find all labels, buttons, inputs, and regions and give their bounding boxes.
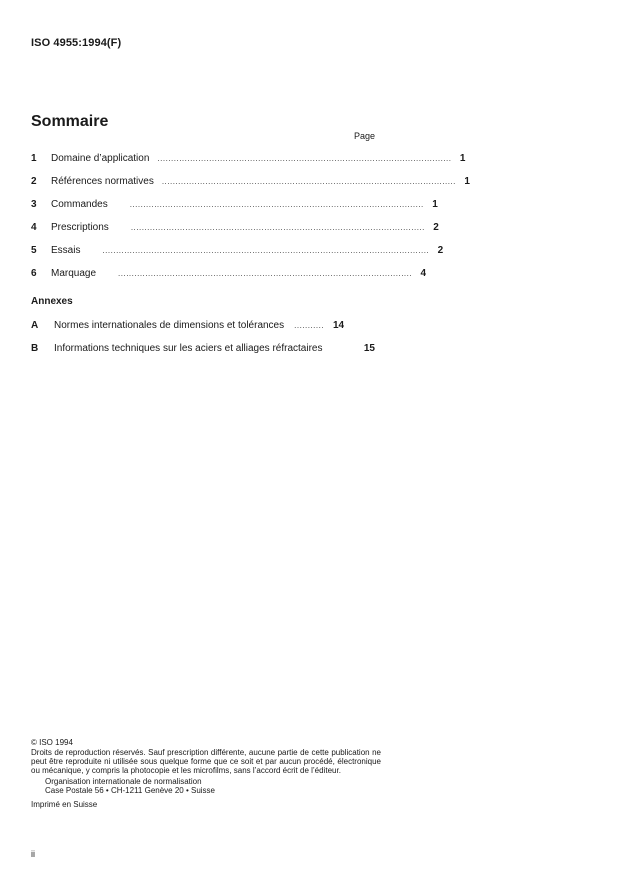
toc-entry-page: 2 — [437, 245, 444, 256]
toc-annex-page: 15 — [363, 343, 375, 354]
organization-name: Organisation internationale de normalisation — [45, 776, 202, 786]
dot-leader: ............................................................................................................ — [161, 177, 456, 186]
dot-leader: ........................................................................................................................ — [102, 246, 430, 255]
toc-annex-title: Informations techniques sur les aciers et alliages réfractaires — [54, 343, 323, 354]
toc-entry-number: 5 — [31, 245, 37, 256]
toc-entry-page: 1 — [464, 176, 470, 187]
copyright-block — [31, 738, 381, 810]
dot-leader: ............................................................................................................ — [129, 200, 424, 209]
toc-entry-page: 4 — [420, 268, 427, 279]
toc-entry-title: Essais — [51, 245, 81, 256]
dot-leader: ............................................................................................................ — [118, 269, 413, 278]
document-id-header: ISO 4955:1994(F) — [31, 37, 122, 49]
toc-entry-4[interactable] — [31, 222, 439, 236]
toc-entry-number: 2 — [31, 176, 37, 187]
toc-annex-letter: B — [31, 343, 39, 354]
toc-entry-title: Domaine d’application — [51, 153, 150, 164]
toc-entry-6[interactable] — [31, 268, 427, 282]
toc-entry-2[interactable] — [31, 176, 470, 190]
toc-entry-3[interactable] — [31, 199, 438, 213]
reproduction-rights: Droits de reproduction réservés. Sauf prescription différente, aucune partie de cette publication ne peut être reproduite ni utilisée sous quelque forme que ce soit et par aucun procédé, électronique ou mécanique, y compris la photocopie et les microfilms, sans l’accord écrit de l’éditeur. — [31, 748, 381, 776]
toc-entry-title: Marquage — [51, 268, 97, 279]
toc-entry-number: 6 — [31, 268, 37, 279]
toc-entry-page: 1 — [432, 199, 438, 210]
dot-leader: ........... — [294, 321, 325, 330]
toc-entry-number: 1 — [31, 153, 37, 164]
copyright-notice: © ISO 1994 — [31, 738, 73, 747]
dot-leader: ............................................................................................................ — [130, 223, 425, 232]
toc-annex-page: 14 — [333, 320, 345, 331]
toc-entry-5[interactable] — [31, 245, 444, 259]
dot-leader: ............................................................................................................ — [157, 154, 452, 163]
toc-title: Sommaire — [31, 113, 109, 130]
page-number: ii — [31, 849, 35, 859]
toc-entry-page: 2 — [433, 222, 439, 233]
page-column-label: Page — [353, 131, 375, 141]
toc-entry-1[interactable] — [31, 153, 466, 167]
toc-annex-a[interactable] — [31, 320, 375, 334]
toc-annex-title: Normes internationales de dimensions et tolérances — [54, 320, 285, 331]
printed-in: Imprimé en Suisse — [31, 799, 98, 809]
toc-entry-title: Prescriptions — [51, 222, 109, 233]
toc-entry-title: Commandes — [51, 199, 108, 210]
toc-annex-b[interactable] — [31, 343, 375, 357]
organization-address: Case Postale 56 • CH-1211 Genève 20 • Suisse — [45, 786, 215, 796]
toc-entry-page: 1 — [459, 153, 466, 164]
toc-annex-letter: A — [31, 320, 39, 331]
annexes-heading: Annexes — [31, 296, 73, 307]
toc-entry-title: Références normatives — [51, 176, 154, 187]
toc-entry-number: 4 — [31, 222, 37, 233]
toc-entry-number: 3 — [31, 199, 37, 210]
